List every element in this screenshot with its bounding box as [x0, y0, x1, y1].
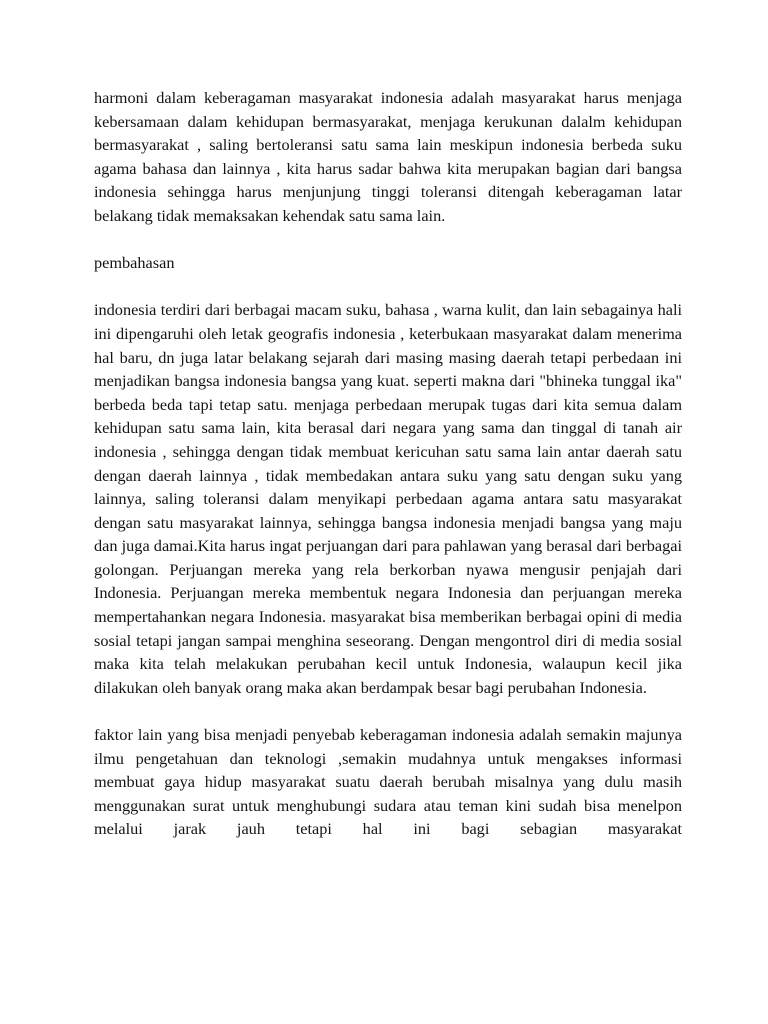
discussion-paragraph: indonesia terdiri dari berbagai macam suku, bahasa , warna kulit, dan lain sebagainya hali ini dipengaruhi oleh letak geografis indonesia , keterbukaan masyarakat dalam menerima hal baru, dn juga latar belakang sejarah dari masing masing daerah tetapi perbedaan ini menjadikan bangsa indonesia bangsa yang kuat. seperti makna dari "bhineka tunggal ika" berbeda beda tapi tetap satu. menjaga perbedaan merupak tugas dari kita semua dalam kehidupan satu sama lain, kita berasal dari negara yang sama dan tinggal di tanah air indonesia , sehingga dengan tidak membuat kericuhan satu sama lain antar daerah satu dengan daerah lainnya , tidak membedakan antara suku yang satu dengan suku yang lainnya, saling toleransi dalam menyikapi perbedaan agama antara satu masyarakat dengan satu masyarakat lainnya, sehingga bangsa indonesia menjadi bangsa yang maju dan juga damai.Kita harus ingat perjuangan dari para pahlawan yang berasal dari berbagai golongan. Perjuangan mereka yang rela berkorban nyawa mengusir penjajah dari Indonesia. Perjuangan mereka membentuk negara Indonesia dan perjuangan mereka mempertahankan negara Indonesia. masyarakat bisa memberikan berbagai opini di media sosial tetapi jangan sampai menghina seseorang. Dengan mengontrol diri di media sosial maka kita telah melakukan perubahan kecil untuk Indonesia, walaupun kecil jika dilakukan oleh banyak orang maka akan berdampak besar bagi perubahan Indonesia. [94, 300, 682, 697]
intro-paragraph: harmoni dalam keberagaman masyarakat indonesia adalah masyarakat harus menjaga kebersamaan dalam kehidupan bermasyarakat, menjaga kerukunan dalalm kehidupan bermasyarakat , saling bertoleransi satu sama lain meskipun indonesia berbeda suku agama bahasa dan lainnya , kita harus sadar bahwa kita merupakan bagian dari bangsa indonesia sehingga harus menjunjung tinggi toleransi ditengah keberagaman latar belakang tidak memaksakan kehendak satu sama lain. [94, 88, 682, 225]
section-heading: pembahasan [94, 253, 175, 273]
factors-paragraph: faktor lain yang bisa menjadi penyebab keberagaman indonesia adalah semakin majunya ilmu pengetahuan dan teknologi ,semakin mudahnya untuk mengakses informasi membuat gaya hidup masyarakat suatu daerah berubah misalnya yang dulu masih menggunakan surat untuk menghubungi sudara atau teman kini sudah bisa menelpon melalui jarak jauh tetapi hal ini bagi sebagian masyarakat [94, 725, 682, 839]
document-body [94, 86, 682, 841]
